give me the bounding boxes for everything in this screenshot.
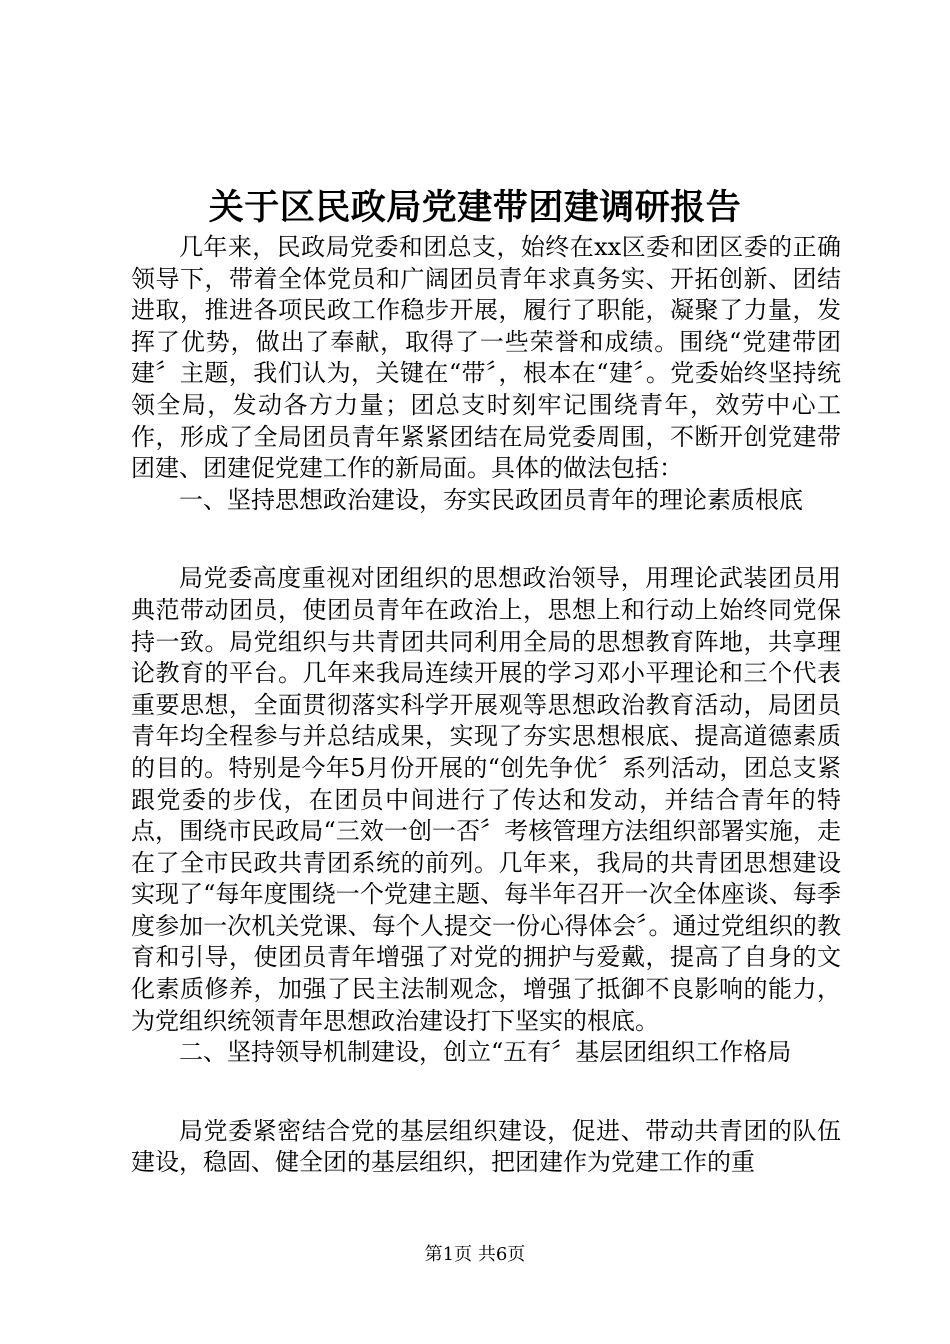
section-2-heading: 二、坚持领导机制建设，创立“五有〞基层团组织工作格局 [179, 1038, 792, 1067]
section-1-heading: 一、坚持思想政治建设，夯实民政团员青年的理论素质根底 [179, 485, 803, 514]
document-body [131, 232, 841, 1179]
paragraph-spacer [131, 1069, 841, 1116]
section-1-paragraph: 局党委高度重视对团组织的思想政治领导，用理论武装团员用典范带动团员，使团员青年在政治上，思想上和行动上始终同党保持一致。局党组织与共青团共同利用全局的思想教育阵地，共享理论教育的平台。几年来我局连续开展的学习邓小平理论和三个代表重要思想，全面贯彻落实科学开展观等思想政治教育活动，局团员青年均全程参与并总结成果，实现了夯实思想根底、提高道德素质的目的。特别是今年5月份开展的“创先争优〞系列活动，团总支紧跟党委的步伐，在团员中间进行了传达和发动，并结合青年的特点，围绕市民政局“三效一创一否〞考核管理方法组织部署实施，走在了全市民政共青团系统的前列。几年来，我局的共青团思想建设实现了“每年度围绕一个党建主题、每半年召开一次全体座谈、每季度参加一次机关党课、每个人提交一份心得体会〞。通过党组织的教育和引导，使团员青年增强了对党的拥护与爱戴，提高了自身的文化素质修养，加强了民主法制观念，增强了抵御不良影响的能力，为党组织统领青年思想政治建设打下坚实的根底。 [131, 564, 841, 1035]
paragraph-spacer [131, 516, 841, 563]
intro-paragraph: 几年来，民政局党委和团总支，始终在xx区委和团区委的正确领导下，带着全体党员和广阔团员青年求真务实、开拓创新、团结进取，推进各项民政工作稳步开展，履行了职能，凝聚了力量，发挥了优势，做出了奉献，取得了一些荣誉和成绩。围绕“党建带团建〞主题，我们认为，关键在“带〞，根本在“建〞。党委始终坚持统领全局，发动各方力量；团总支时刻牢记围绕青年，效劳中心工作，形成了全局团员青年紧紧团结在局党委周围，不断开创党建带团建、团建促党建工作的新局面。具体的做法包括： [131, 233, 841, 483]
document-title: 关于区民政局党建带团建调研报告 [208, 187, 742, 228]
page-number-footer: 第1页 共6页 [424, 1244, 526, 1265]
section-2-paragraph: 局党委紧密结合党的基层组织建设，促进、带动共青团的队伍建设，稳固、健全团的基层组织，把团建作为党建工作的重 [131, 1116, 841, 1177]
